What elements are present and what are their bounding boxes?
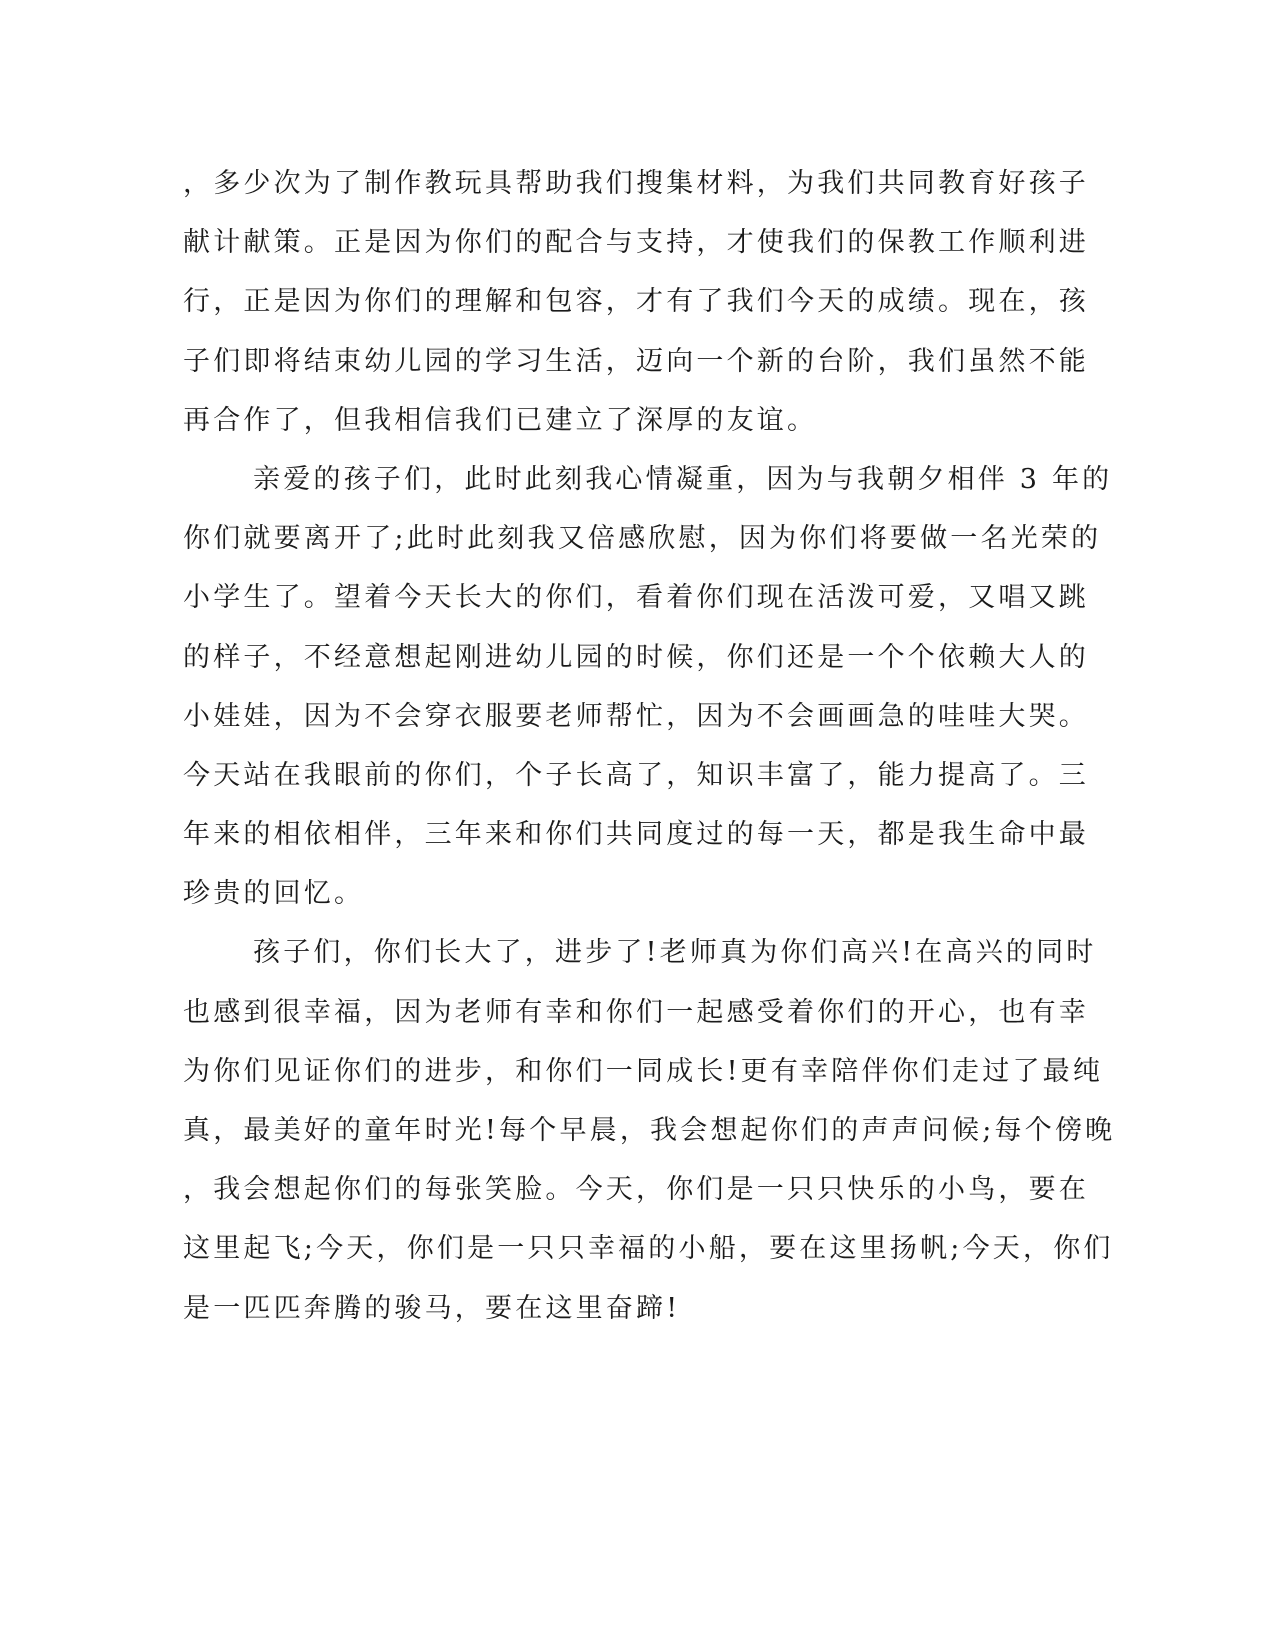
text-line: 再合作了，但我相信我们已建立了深厚的友谊。 [183, 404, 818, 436]
text-line: 也感到很幸福，因为老师有幸和你们一起感受着你们的开心，也有幸 [183, 996, 1089, 1028]
text-line: 年来的相依相伴，三年来和你们共同度过的每一天，都是我生命中最 [183, 819, 1089, 851]
text-line: ，多少次为了制作教玩具帮助我们搜集材料，为我们共同教育好孩子 [183, 168, 1089, 199]
text-line: 你们就要离开了;此时此刻我又倍感欣慰，因为你们将要做一名光荣的 [183, 523, 1102, 555]
text-line: 小娃娃，因为不会穿衣服要老师帮忙，因为不会画画急的哇哇大哭。 [183, 700, 1089, 732]
text-line: 为你们见证你们的进步，和你们一同成长!更有幸陪伴你们走过了最纯 [183, 1055, 1104, 1087]
text-line: ，我会想起你们的每张笑脸。今天，你们是一只只快乐的小鸟，要在 [183, 1174, 1089, 1206]
text-line: 小学生了。望着今天长大的你们，看着你们现在活泼可爱，又唱又跳 [183, 582, 1089, 614]
text-line: 的样子，不经意想起刚进幼儿园的时候，你们还是一个个依赖大人的 [183, 641, 1089, 673]
text-line: 行，正是因为你们的理解和包容，才有了我们今天的成绩。现在，孩 [183, 286, 1089, 318]
text-line: 这里起飞;今天，你们是一只只幸福的小船，要在这里扬帆;今天，你们 [183, 1233, 1114, 1265]
paragraph-start-line: 孩子们，你们长大了，进步了!老师真为你们高兴!在高兴的同时 [253, 937, 1097, 969]
paragraph-start-line: 亲爱的孩子们，此时此刻我心情凝重，因为与我朝夕相伴 3 年的 [253, 463, 1113, 495]
text-line: 子们即将结束幼儿园的学习生活，迈向一个新的台阶，我们虽然不能 [183, 345, 1089, 377]
text-line: 是一匹匹奔腾的骏马，要在这里奋蹄! [183, 1292, 681, 1324]
text-line: 真，最美好的童年时光!每个早晨，我会想起你们的声声问候;每个傍晚 [183, 1115, 1116, 1146]
body-text [183, 154, 1116, 1338]
text-line: 献计献策。正是因为你们的配合与支持，才使我们的保教工作顺利进 [183, 227, 1089, 259]
text-line: 今天站在我眼前的你们，个子长高了，知识丰富了，能力提高了。三 [183, 759, 1089, 791]
text-line: 珍贵的回忆。 [183, 878, 365, 910]
